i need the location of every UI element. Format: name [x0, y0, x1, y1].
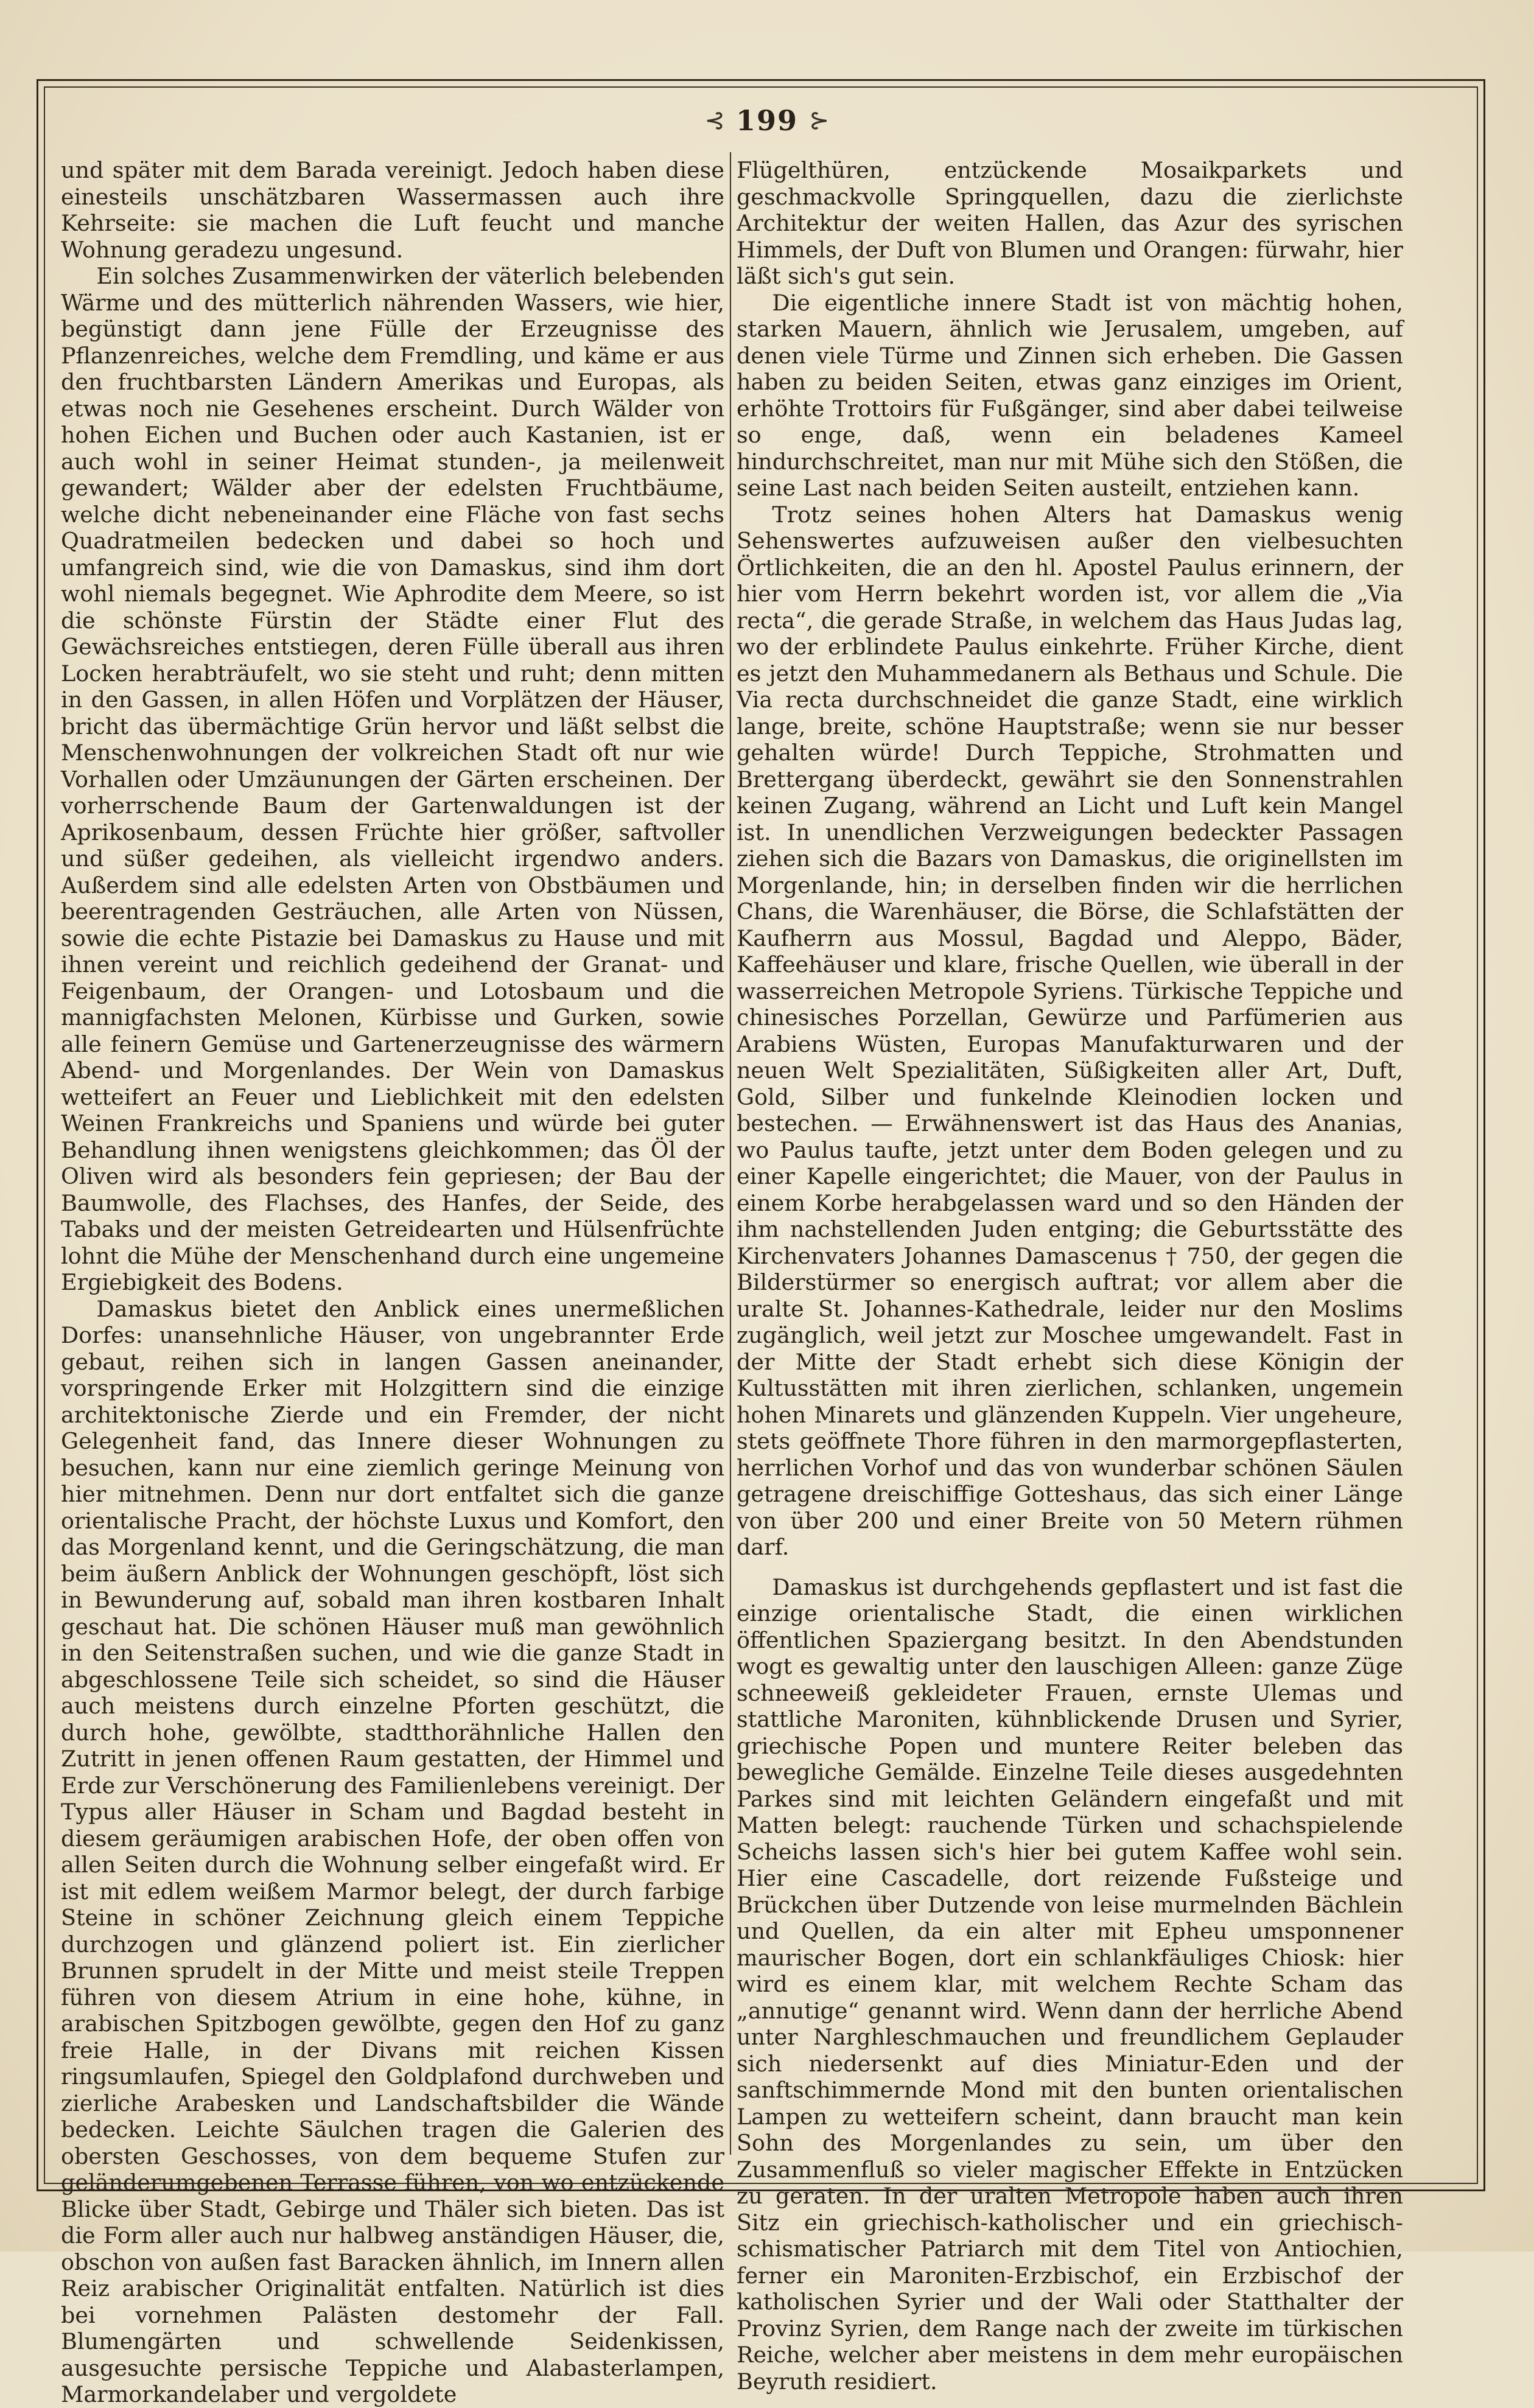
paragraph: Damaskus ist durchgehends gepflastert und ist fast die einzige orientalische Stadt, die einen wirklichen öffentlichen Spaziergang besitzt. In den Abendstunden wogt es gewaltig unter den lauschigen Alleen: ganze Züge schneeweiß gekleideter Frauen, ernste Ulemas und stattliche Maroniten, kühnblickende Drusen und Syrier, griechische Popen und muntere Reiter beleben das bewegliche Gemälde. Einzelne Teile dieses ausgedehnten Parkes sind mit leichten Geländern eingefaßt und mit Matten belegt: rauchende Türken und schachspielende Scheichs lassen sich's hier bei gutem Kaffee wohl sein. Hier eine Cascadelle, dort reizende Fußsteige und Brückchen über Dutzende von leise murmelnden Bächlein und Quellen, da ein alter mit Epheu umsponnener maurischer Bogen, dort ein schlankfäuliges Chiosk: hier wird es einem klar, mit welchem Rechte Scham das „annutige“ genannt wird. Wenn dann der herrliche Abend unter Narghleschmauchen und freundlichem Geplauder sich niedersenkt auf dies Miniatur-Eden und der sanftschimmernde Mond mit den bunten orientalischen Lampen zu wetteifern scheint, dann braucht man kein Sohn des Morgenlandes zu sein, um über den Zusammenfluß so vieler magischer Effekte in Entzücken zu geraten. In der uralten Metropole haben auch ihren Sitz ein griechisch-katholischer und ein griechisch-schismatischer Patriarch mit dem Titel von Antiochien, ferner ein Maroniten-Erzbischof, ein Erzbischof der katholischen Syrier und der Wali oder Statthalter der Provinz Syrien, dem Range nach der zweite im türkischen Reiche, welcher aber meistens in dem mehr europäischen Beyruth residiert.	[737, 1573, 1403, 2395]
left-column	[61, 157, 724, 2407]
paragraph: Trotz seines hohen Alters hat Damaskus wenig Sehenswertes aufzuweisen außer den vielbesuchten Örtlichkeiten, die an den hl. Apostel Paulus erinnern, der hier vom Herrn bekehrt worden ist, vor allem die „Via recta“, die gerade Straße, in welchem das Haus Judas lag, wo der erblindete Paulus einkehrte. Früher Kirche, dient es jetzt den Muhammedanern als Bethaus und Schule. Die Via recta durchschneidet die ganze Stadt, eine wirklich lange, breite, schöne Hauptstraße; wenn sie nur besser gehalten würde! Durch Teppiche, Strohmatten und Brettergang überdeckt, gewährt sie den Sonnenstrahlen keinen Zugang, während an Licht und Luft kein Mangel ist. In unendlichen Verzweigungen bedeckter Passagen ziehen sich die Bazars von Damaskus, die originellsten im Morgenlande, hin; in derselben finden wir die herrlichen Chans, die Warenhäuser, die Börse, die Schlafstätten der Kaufherrn aus Mossul, Bagdad und Aleppo, Bäder, Kaffeehäuser und klare, frische Quellen, wie überall in der wasserreichen Metropole Syriens. Türkische Teppiche und chinesisches Porzellan, Gewürze und Parfümerien aus Arabiens Wüsten, Europas Manufakturwaren und der neuen Welt Spezialitäten, Süßigkeiten aller Art, Duft, Gold, Silber und funkelnde Kleinodien locken und bestechen. — Erwähnenswert ist das Haus des Ananias, wo Paulus taufte, jetzt unter dem Boden gelegen und zu einer Kapelle eingerichtet; die Mauer, von der Paulus in einem Korbe herabgelassen ward und so den Händen der ihm nachstellenden Juden entging; die Geburtsstätte des Kirchenvaters Johannes Damascenus † 750, der gegen die Bilderstürmer so energisch auftrat; vor allem aber die uralte St. Johannes-Kathedrale, leider nur den Moslims zugänglich, weil jetzt zur Moschee umgewandelt. Fast in der Mitte der Stadt erhebt sich diese Königin der Kultusstätten mit ihren zierlichen, schlanken, ungemein hohen Minarets und glänzenden Kuppeln. Vier ungeheure, stets geöffnete Thore führen in den marmorgepflasterten, herrlichen Vorhof und das von wunderbar schönen Säulen getragene dreischiffige Gotteshaus, das sich einer Länge von über 200 und einer Breite von 50 Metern rühmen darf.	[737, 501, 1403, 1560]
paragraph: und später mit dem Barada vereinigt. Jedoch haben diese einesteils unschätzbaren Wassermassen auch ihre Kehrseite: sie machen die Luft feucht und manche Wohnung geradezu ungesund.	[61, 157, 724, 263]
ornament-right-icon: ⊱	[809, 107, 830, 135]
paragraph: Die eigentliche innere Stadt ist von mächtig hohen, starken Mauern, ähnlich wie Jerusalem, umgeben, auf denen viele Türme und Zinnen sich erheben. Die Gassen haben zu beiden Seiten, etwas ganz einziges im Orient, erhöhte Trottoirs für Fußgänger, sind aber dabei teilweise so enge, daß, wenn ein beladenes Kameel hindurchschreitet, man nur mit Mühe sich den Stößen, die seine Last nach beiden Seiten austeilt, entziehen kann.	[737, 289, 1403, 501]
ornament-left-icon: ⊰	[704, 107, 725, 135]
paragraph: Damaskus bietet den Anblick eines unermeßlichen Dorfes: unansehnliche Häuser, von ungebrannter Erde gebaut, reihen sich in langen Gassen aneinander, vorspringende Erker mit Holzgittern sind die einzige architektonische Zierde und ein Fremder, der nicht Gelegenheit fand, das Innere dieser Wohnungen zu besuchen, kann nur eine ziemlich geringe Meinung von hier mitnehmen. Denn nur dort entfaltet sich die ganze orientalische Pracht, der höchste Luxus und Komfort, den das Morgenland kennt, und die Geringschätzung, die man beim äußern Anblick der Wohnungen geschöpft, löst sich in Bewunderung auf, sobald man ihren kostbaren Inhalt geschaut hat. Die schönen Häuser muß man gewöhnlich in den Seitenstraßen suchen, und wie die ganze Stadt in abgeschlossene Teile sich scheidet, so sind die Häuser auch meistens durch einzelne Pforten geschützt, die durch hohe, gewölbte, stadtthorähnliche Hallen den Zutritt in jenen offenen Raum gestatten, der Himmel und Erde zur Verschönerung des Familienlebens vereinigt. Der Typus aller Häuser in Scham und Bagdad besteht in diesem geräumigen arabischen Hofe, der oben offen von allen Seiten durch die Wohnung selber eingefaßt wird. Er ist mit edlem weißem Marmor belegt, der durch farbige Steine in schöner Zeichnung gleich einem Teppiche durchzogen und glänzend poliert ist. Ein zierlicher Brunnen sprudelt in der Mitte und meist steile Treppen führen von diesem Atrium in eine hohe, kühne, in arabischen Spitzbogen gewölbte, gegen den Hof zu ganz freie Halle, in der Divans mit reichen Kissen ringsumlaufen, Spiegel den Goldplafond durchweben und zierliche Arabesken und Landschaftsbilder die Wände bedecken. Leichte Säulchen tragen die Galerien des obersten Geschosses, von dem bequeme Stufen zur geländerumgebenen Terrasse führen, von wo entzückende Blicke über Stadt, Gebirge und Thäler sich bieten. Das ist die Form aller auch nur halbweg anständigen Häuser, die, obschon von außen fast Baracken ähnlich, im Innern allen Reiz arabischer Originalität entfalten. Natürlich ist dies bei vornehmen Palästen destomehr der Fall. Blumengärten und schwellende Seidenkissen, ausgesuchte persische Teppiche und Alabasterlampen, Marmorkandelaber und vergoldete	[61, 1295, 724, 2407]
page-header	[621, 99, 913, 142]
page-number: 199	[735, 104, 799, 137]
column-divider	[730, 152, 731, 2155]
right-column	[737, 157, 1403, 2395]
paragraph: Ein solches Zusammenwirken der väterlich belebenden Wärme und des mütterlich nährenden Wassers, wie hier, begünstigt dann jene Fülle der Erzeugnisse des Pflanzenreiches, welche dem Fremdling, und käme er aus den fruchtbarsten Ländern Amerikas und Europas, als etwas noch nie Gesehenes erscheint. Durch Wälder von hohen Eichen und Buchen oder auch Kastanien, ist er auch wohl in seiner Heimat stunden-, ja meilenweit gewandert; Wälder aber der edelsten Fruchtbäume, welche dicht nebeneinander eine Fläche von fast sechs Quadratmeilen bedecken und dabei so hoch und umfangreich sind, wie die von Damaskus, sind ihm dort wohl niemals begegnet. Wie Aphrodite dem Meere, so ist die schönste Fürstin der Städte einer Flut des Gewächsreiches entstiegen, deren Fülle überall aus ihren Locken herabträufelt, wo sie steht und ruht; denn mitten in den Gassen, in allen Höfen und Vorplätzen der Häuser, bricht das übermächtige Grün hervor und läßt selbst die Menschenwohnungen der volkreichen Stadt oft nur wie Vorhallen oder Umzäunungen der Gärten erscheinen. Der vorherrschende Baum der Gartenwaldungen ist der Aprikosenbaum, dessen Früchte hier größer, saftvoller und süßer gedeihen, als vielleicht irgendwo anders. Außerdem sind alle edelsten Arten von Obstbäumen und beerentragenden Gesträuchen, alle Arten von Nüssen, sowie die echte Pistazie bei Damaskus zu Hause und mit ihnen vereint und reichlich gedeihend der Granat- und Feigenbaum, der Orangen- und Lotosbaum und die mannigfachsten Melonen, Kürbisse und Gurken, sowie alle feinern Gemüse und Gartenerzeugnisse des wärmern Abend- und Morgenlandes. Der Wein von Damaskus wetteifert an Feuer und Lieblichkeit mit den edelsten Weinen Frankreichs und Spaniens und würde bei guter Behandlung ihnen wenigstens gleichkommen; das Öl der Oliven wird als besonders fein gepriesen; der Bau der Baumwolle, des Flachses, des Hanfes, der Seide, des Tabaks und der meisten Getreidearten und Hülsenfrüchte lohnt die Mühe der Menschenhand durch eine ungemeine Ergiebigkeit des Bodens.	[61, 263, 724, 1295]
paragraph: Flügelthüren, entzückende Mosaikparkets und geschmackvolle Springquellen, dazu die zierlichste Architektur der weiten Hallen, das Azur des syrischen Himmels, der Duft von Blumen und Orangen: fürwahr, hier läßt sich's gut sein.	[737, 157, 1403, 289]
